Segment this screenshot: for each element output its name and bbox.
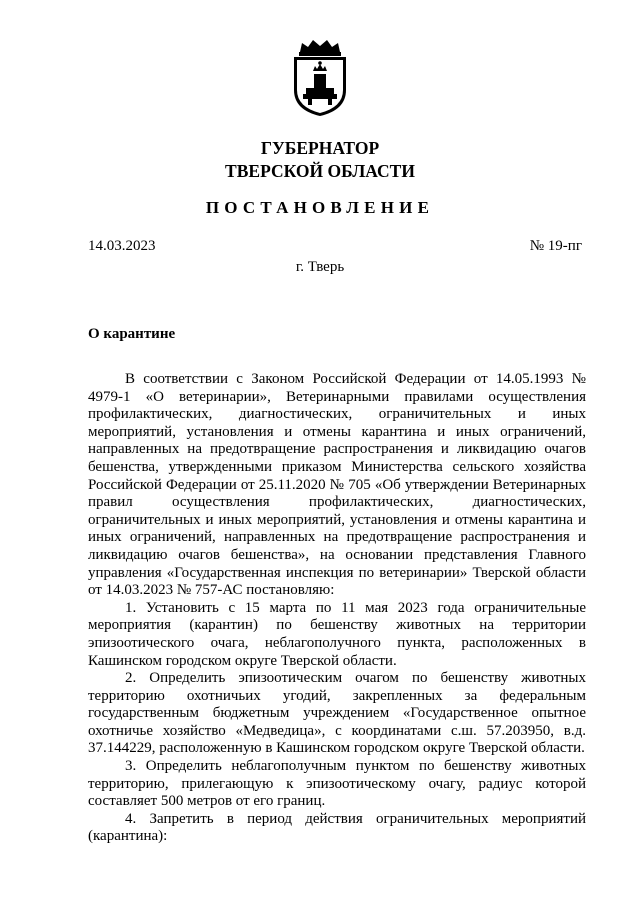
document-number: № 19-пг [529, 238, 582, 254]
organization-line-1: ГУБЕРНАТОР [260, 138, 380, 158]
clause-paragraph-3: 3. Определить неблагополучным пунктом по бешенству животных территорию, прилегающую к эпизоотическому очагу, радиус которой составляет 500 метров от его границ. [88, 758, 586, 810]
clause-paragraph-4: 4. Запретить в период действия ограничительных мероприятий (карантина): [88, 810, 586, 845]
clause-paragraph-2: 2. Определить эпизоотическим очагом по бешенству животных территорию охотничьих угодий, закрепленных за федеральным государственным бюджетным учреждением «Государственное опытное охотничье хозяйство «Медведица», с координатами с.ш. 57.203950, в.д. 37.144229, расположенную в Кашинском городском округе Тверской области. [88, 670, 586, 757]
document-type: ПОСТАНОВЛЕНИЕ [205, 198, 435, 217]
document-body [88, 371, 586, 846]
document-city: г. Тверь [295, 259, 345, 275]
document-title: О карантине [88, 326, 176, 342]
tver-coat-of-arms-icon [286, 38, 354, 118]
organization-line-2: ТВЕРСКОЙ ОБЛАСТИ [225, 161, 415, 181]
document-date: 14.03.2023 [88, 238, 156, 254]
clause-paragraph-1: 1. Установить с 15 марта по 11 мая 2023 года ограничительные мероприятия (карантин) по бешенству животных на территории эпизоотического очага, неблагополучного пункта, расположенных в Кашинском городском округе Тверской области. [88, 599, 586, 669]
preamble-paragraph: В соответствии с Законом Российской Федерации от 14.05.1993 № 4979-1 «О ветеринарии», Ветеринарными правилами осуществления профилактических, диагностических, ограничительных и иных мероприятий, установления и отмены карантина и иных ограничений, направленных на предотвращение распространения и ликвидацию очагов бешенства, утвержденными приказом Министерства сельского хозяйства Российской Федерации от 25.11.2020 № 705 «Об утверждении Ветеринарных правил осуществления профилактических, диагностических, ограничительных и иных мероприятий, установления и отмены карантина и иных ограничений, направленных на предотвращение распространения и ликвидацию очагов бешенства», на основании представления Главного управления «Государственная инспекция по ветеринарии» Тверской области от 14.03.2023 № 757-АС постановляю: [88, 371, 586, 599]
